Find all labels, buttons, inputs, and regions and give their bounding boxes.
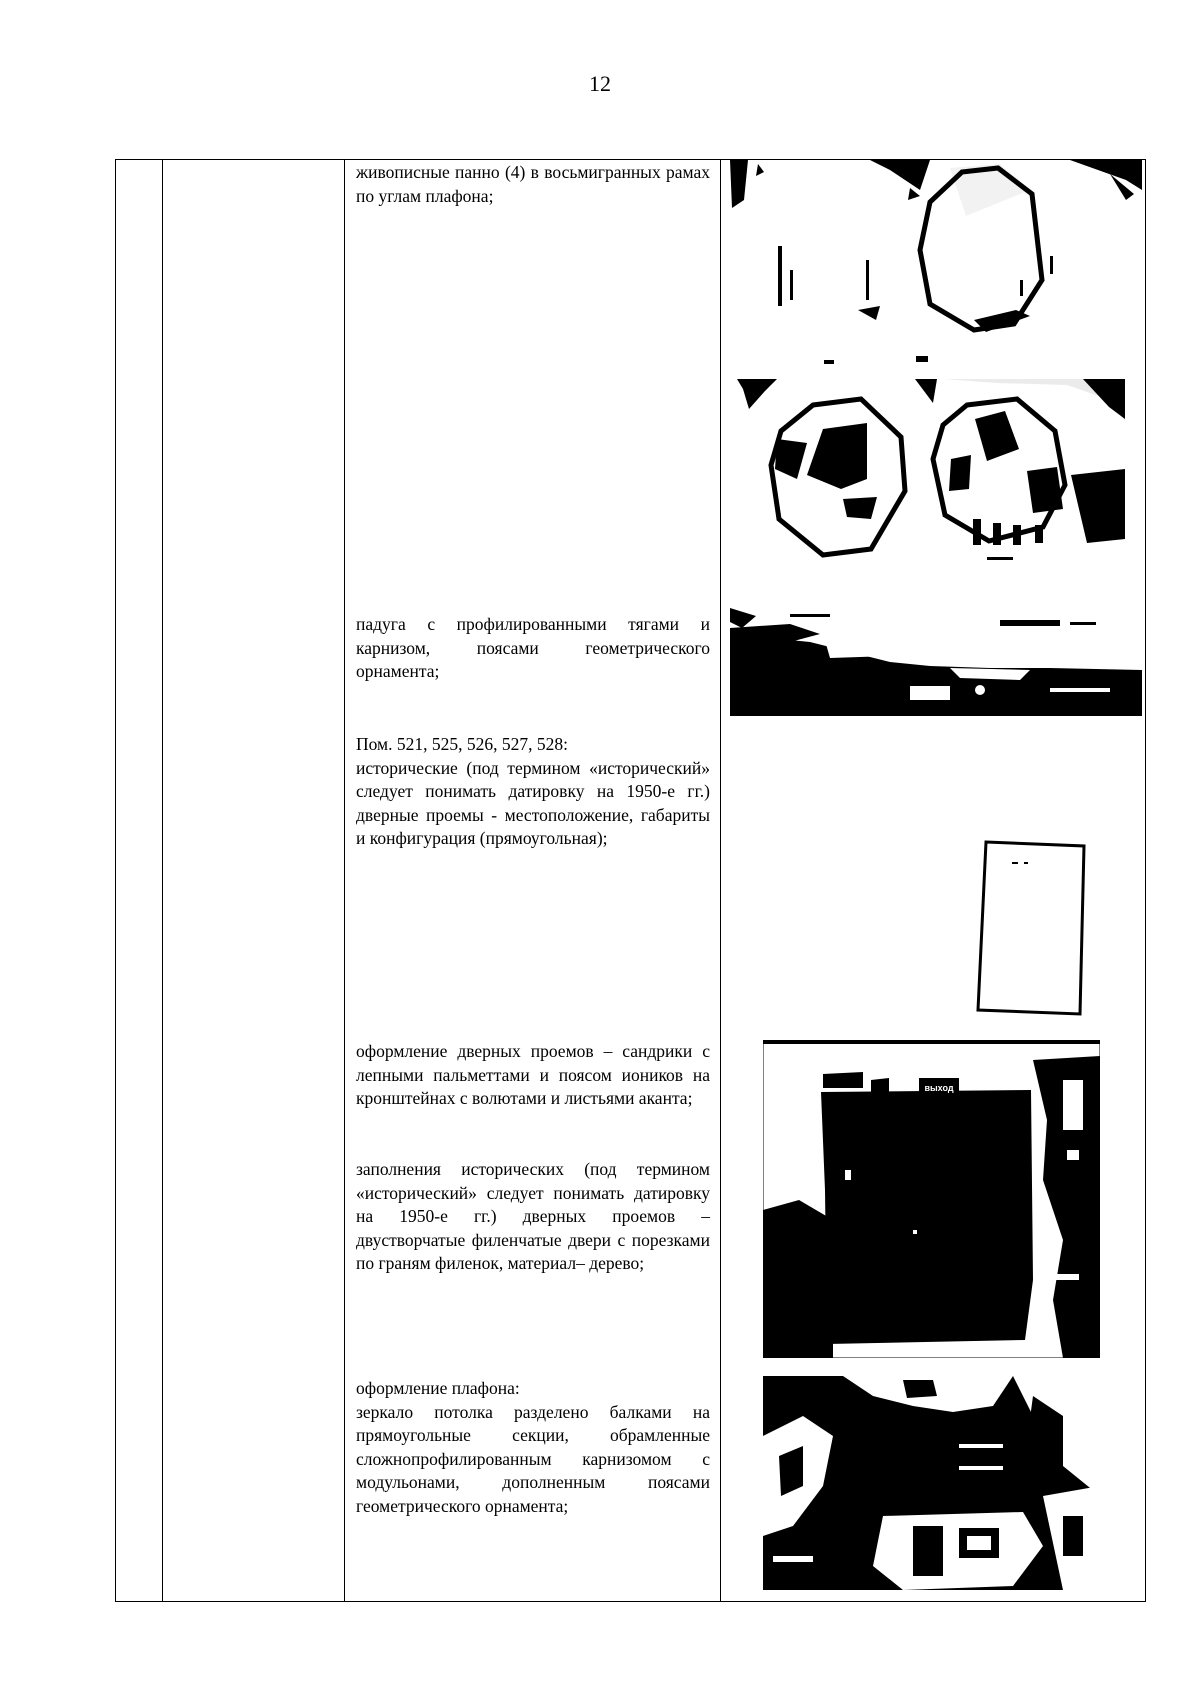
table-divider-3 — [720, 159, 721, 1601]
exit-sign-text: выход — [924, 1083, 954, 1093]
description-octagonal-panels: живописные панно (4) в восьмигранных рамах по углам плафона; — [356, 162, 710, 206]
photo-padouga-cornice — [730, 598, 1142, 716]
table-divider-1 — [162, 159, 163, 1601]
table-divider-2 — [344, 159, 345, 1601]
photo-octagonal-frames-2 — [737, 379, 1125, 567]
description-door-openings — [356, 733, 710, 851]
description-door-decoration: оформление дверных проемов – сандрики с лепными пальметтами и поясом иоников на кронштейнах с волютами и листьями аканта; — [356, 1041, 710, 1109]
description-ceiling — [356, 1377, 710, 1519]
table-border-left — [115, 159, 116, 1601]
ceiling-text: зеркало потолка разделено балками на прямоугольные секции, обрамленные сложнопрофилированным карнизомом с модульонами, дополненным поясами геометрического орнамента; — [356, 1401, 710, 1516]
table-border-right — [1145, 159, 1146, 1601]
photo-door-opening — [976, 838, 1088, 1016]
door-openings-text: исторические (под термином «исторический» следует понимать датировку на 1950-е гг.) дверные проемы - местоположение, габариты и конфигурация (прямоугольная); — [356, 757, 710, 849]
description-padouga: падуга с профилированными тягами и карнизом, поясами геометрического орнамента; — [356, 614, 710, 682]
photo-octagonal-frames-1 — [730, 160, 1142, 368]
rooms-heading: Пом. 521, 525, 526, 527, 528: — [356, 734, 568, 754]
table-border-bottom — [115, 1601, 1146, 1602]
photo-ceiling-beams — [763, 1376, 1100, 1590]
description-door-fillings: заполнения исторических (под термином «исторический» следует понимать датировку на 1950-е гг.) дверных проемов – двустворчатые филенчатые двери с порезками по граням филенок, материал– дерево; — [356, 1159, 710, 1274]
page-number: 12 — [589, 71, 611, 96]
ceiling-heading: оформление плафона: — [356, 1378, 520, 1398]
photo-door-with-sandrik — [763, 1040, 1100, 1358]
